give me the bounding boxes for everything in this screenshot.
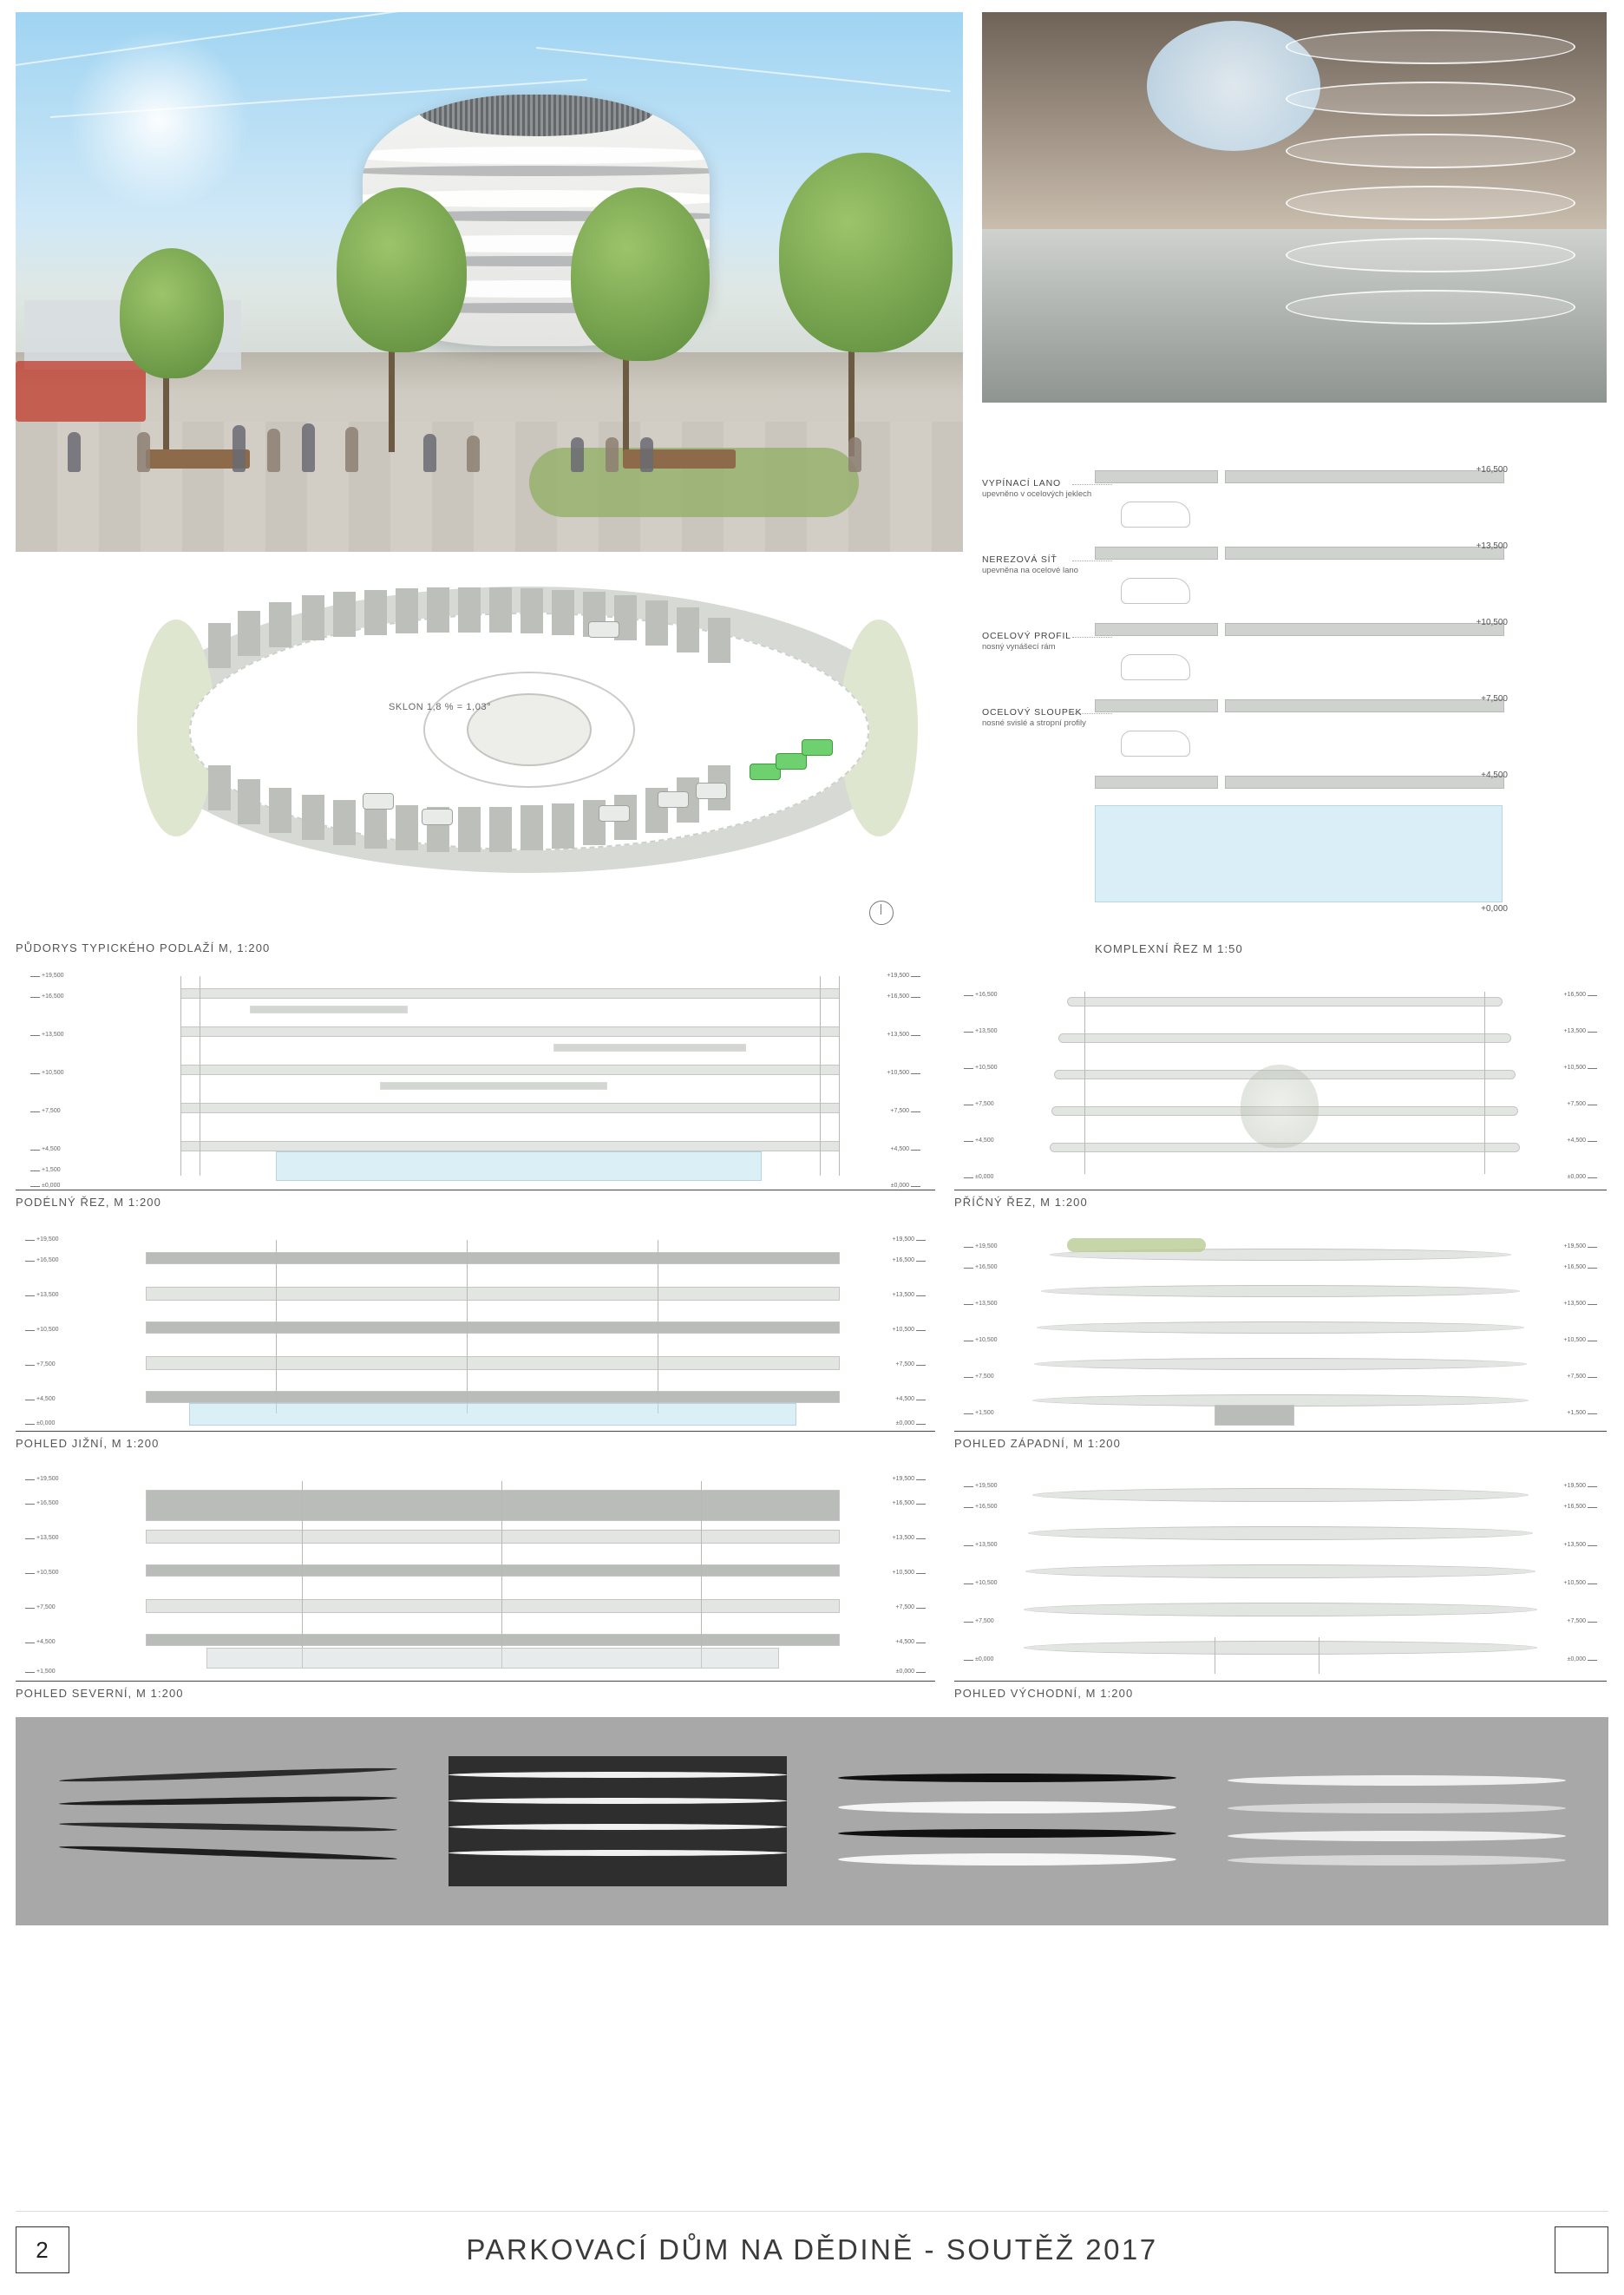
level-tick: +13,500 (1563, 1028, 1586, 1034)
massing-diagram-4 (1228, 1756, 1566, 1886)
north-elevation (16, 1464, 935, 1700)
level-tick: +7,500 (1567, 1374, 1586, 1380)
level-tick: +10,500 (892, 1570, 914, 1576)
level-tick: +10,500 (892, 1327, 914, 1333)
west-elevation (954, 1223, 1607, 1450)
level-tick: +13,500 (1563, 1542, 1586, 1548)
callout-profile: OCELOVÝ PROFIL nosný vynášecí rám (982, 631, 1071, 652)
level-tick: +16,500 (892, 1257, 914, 1263)
level-tick: +4,500 (36, 1396, 56, 1402)
level-tick: +13,500 (892, 1292, 914, 1298)
level-tick: +16,500 (42, 993, 64, 1000)
level-tick: +19,500 (892, 1236, 914, 1243)
level-tick: ±0,000 (1567, 1174, 1586, 1180)
level-tick: ±0,000 (890, 1183, 909, 1189)
level-tick: +19,500 (975, 1483, 998, 1489)
callout-column: OCELOVÝ SLOUPEK nosné svislé a stropní profily (982, 707, 1086, 729)
cross-section (954, 966, 1607, 1209)
level-tick: +4,500 (1567, 1138, 1586, 1144)
level-tick: +10,500 (42, 1070, 64, 1076)
complex-section (982, 436, 1607, 955)
level-tick: +1,500 (36, 1669, 56, 1675)
callout-mesh: NEREZOVÁ SÍŤ upevněna na ocelové lano (982, 554, 1078, 576)
level-tick: +10,500 (887, 1070, 909, 1076)
elevations-row-2 (16, 1464, 1608, 1700)
level-tick: ±0,000 (36, 1420, 56, 1426)
level-tick: +10,500 (975, 1065, 998, 1071)
level-tick: +1,500 (42, 1167, 61, 1173)
plan-caption: PŮDORYS TYPICKÉHO PODLAŽÍ M, 1:200 (16, 941, 271, 954)
level-tick: +4,500 (975, 1138, 994, 1144)
level-tick: +10,500 (975, 1337, 998, 1343)
level-tick: +13,500 (887, 1032, 909, 1038)
level-tick: +7,500 (1567, 1618, 1586, 1624)
level-tick: +10,500 (1563, 1065, 1586, 1071)
footer-divider (16, 2211, 1608, 2212)
east-elevation (954, 1464, 1607, 1700)
level-tick: +16,500 (975, 1264, 998, 1270)
level-tick: +19,500 (892, 1476, 914, 1482)
level-label: +4,500 (1481, 770, 1508, 780)
level-tick: +19,500 (42, 973, 64, 979)
level-tick: +16,500 (975, 1504, 998, 1510)
massing-diagram-3 (838, 1756, 1176, 1886)
contrail (16, 12, 462, 66)
sheet-footer (16, 2219, 1608, 2281)
level-tick: ±0,000 (975, 1174, 994, 1180)
sun-glow (68, 30, 250, 212)
sheet-title: PARKOVACÍ DŮM NA DĚDINĚ - SOUTĚŽ 2017 (466, 2233, 1158, 2265)
level-tick: ±0,000 (1567, 1656, 1586, 1662)
typical-floor-plan (16, 567, 963, 954)
tree (779, 153, 953, 352)
level-tick: +16,500 (1563, 992, 1586, 998)
section-caption: KOMPLEXNÍ ŘEZ M 1:50 (1095, 942, 1243, 955)
north-elevation-caption: POHLED SEVERNÍ, M 1:200 (16, 1687, 184, 1700)
massing-diagram-2 (449, 1756, 787, 1886)
level-label: +0,000 (1481, 904, 1508, 914)
tram (16, 361, 146, 422)
south-elevation-caption: POHLED JIŽNÍ, M 1:200 (16, 1437, 160, 1450)
level-tick: +16,500 (887, 993, 909, 1000)
level-tick: +16,500 (1563, 1264, 1586, 1270)
exterior-render (16, 12, 963, 552)
roof-mesh (418, 95, 654, 136)
massing-diagram-1 (59, 1756, 397, 1886)
level-tick: +4,500 (36, 1639, 56, 1645)
level-label: +16,500 (1476, 465, 1508, 475)
level-tick: +10,500 (36, 1570, 59, 1576)
helix-ramp (1286, 21, 1572, 368)
glazed-ground-floor (1095, 805, 1503, 902)
level-tick: +7,500 (975, 1618, 994, 1624)
level-tick: +7,500 (895, 1361, 914, 1367)
level-tick: +7,500 (890, 1108, 909, 1114)
level-tick: +13,500 (975, 1542, 998, 1548)
level-tick: +4,500 (895, 1396, 914, 1402)
level-label: +10,500 (1476, 618, 1508, 627)
level-tick: +13,500 (36, 1292, 59, 1298)
level-tick: +13,500 (42, 1032, 64, 1038)
level-tick: +10,500 (1563, 1580, 1586, 1586)
level-tick: +4,500 (890, 1146, 909, 1152)
tree (337, 187, 467, 352)
level-tick: +16,500 (892, 1500, 914, 1506)
cross-section-caption: PŘÍČNÝ ŘEZ, M 1:200 (954, 1196, 1088, 1209)
level-tick: ±0,000 (895, 1669, 914, 1675)
level-tick: +10,500 (36, 1327, 59, 1333)
east-elevation-caption: POHLED VÝCHODNÍ, M 1:200 (954, 1687, 1134, 1700)
level-tick: +19,500 (975, 1243, 998, 1249)
north-arrow-icon (869, 901, 894, 925)
level-tick: +16,500 (36, 1257, 59, 1263)
level-tick: +13,500 (36, 1535, 59, 1541)
accessible-stall (776, 753, 807, 770)
logo-placeholder (1555, 2226, 1608, 2273)
elevations-row-1 (16, 1223, 1608, 1450)
page-number: 2 (16, 2226, 69, 2273)
level-tick: +19,500 (1563, 1483, 1586, 1489)
contrail (536, 47, 951, 92)
level-label: +7,500 (1481, 694, 1508, 704)
level-tick: +13,500 (975, 1301, 998, 1307)
south-elevation (16, 1223, 935, 1450)
level-tick: +7,500 (1567, 1101, 1586, 1107)
level-tick: +19,500 (1563, 1243, 1586, 1249)
west-elevation-caption: POHLED ZÁPADNÍ, M 1:200 (954, 1437, 1121, 1450)
level-label: +13,500 (1476, 541, 1508, 551)
level-tick: +13,500 (892, 1535, 914, 1541)
level-tick: +7,500 (36, 1604, 56, 1610)
level-tick: +4,500 (895, 1639, 914, 1645)
level-tick: +19,500 (36, 1476, 59, 1482)
level-tick: ±0,000 (42, 1183, 61, 1189)
level-tick: +16,500 (36, 1500, 59, 1506)
level-tick: +7,500 (42, 1108, 61, 1114)
plan-section-row (16, 465, 1608, 955)
level-tick: +10,500 (1563, 1337, 1586, 1343)
sections-row (16, 966, 1608, 1209)
level-tick: +1,500 (1567, 1410, 1586, 1416)
slope-note: SKLON 1,8 % = 1,03° (389, 702, 492, 712)
level-tick: ±0,000 (975, 1656, 994, 1662)
accessible-stall (802, 739, 833, 756)
massing-strip (16, 1717, 1608, 1925)
interior-render (982, 12, 1607, 403)
level-tick: +1,500 (975, 1410, 994, 1416)
level-tick: +4,500 (42, 1146, 61, 1152)
level-tick: +7,500 (36, 1361, 56, 1367)
tree (1241, 1065, 1319, 1148)
level-tick: +16,500 (1563, 1504, 1586, 1510)
level-tick: +7,500 (895, 1604, 914, 1610)
longitudinal-section-caption: PODÉLNÝ ŘEZ, M 1:200 (16, 1196, 161, 1209)
level-tick: +7,500 (975, 1101, 994, 1107)
level-tick: +10,500 (975, 1580, 998, 1586)
level-tick: +16,500 (975, 992, 998, 998)
tree (571, 187, 710, 361)
level-tick: +7,500 (975, 1374, 994, 1380)
level-tick: +19,500 (36, 1236, 59, 1243)
level-tick: +19,500 (887, 973, 909, 979)
tree (120, 248, 224, 378)
longitudinal-section (16, 966, 935, 1209)
level-tick: +13,500 (1563, 1301, 1586, 1307)
callout-cable: VYPÍNACÍ LANO upevněno v ocelových jeklech (982, 478, 1092, 500)
level-tick: ±0,000 (895, 1420, 914, 1426)
level-tick: +13,500 (975, 1028, 998, 1034)
